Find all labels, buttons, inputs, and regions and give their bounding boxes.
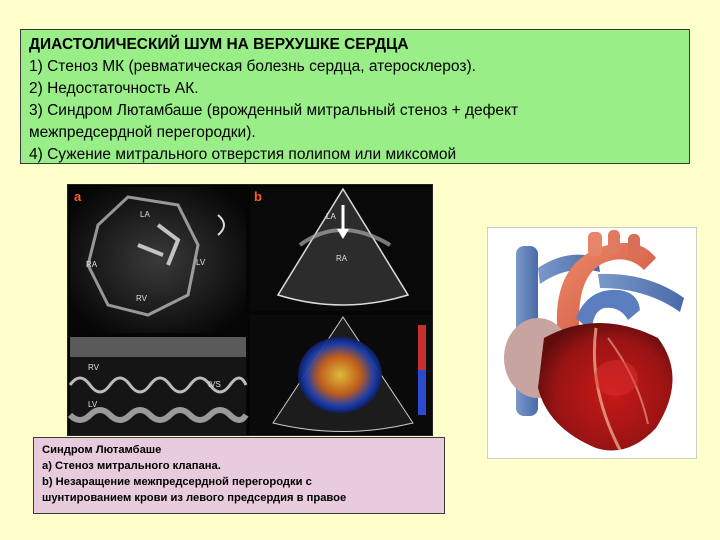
caption-line-b-cont: шунтированием крови из левого предсердия в правое bbox=[42, 492, 347, 504]
caption-title: Синдром Лютамбаше bbox=[42, 444, 162, 456]
header-box bbox=[20, 29, 690, 164]
heart-drawing bbox=[488, 228, 697, 459]
caption-line-a: a) Стеноз митрального клапана. bbox=[42, 460, 221, 472]
header-item-4: 4) Сужение митрального отверстия полипом или миксомой bbox=[29, 146, 457, 163]
label-ra-a: RA bbox=[86, 260, 98, 269]
label-ra-b: RA bbox=[336, 254, 348, 263]
label-ivs-mmode: IVS bbox=[208, 380, 221, 389]
header-item-3: 3) Синдром Лютамбаше (врожденный митральный стеноз + дефект bbox=[29, 102, 519, 119]
panel-a-letter: a bbox=[74, 189, 82, 204]
label-lv-mmode: LV bbox=[88, 400, 98, 409]
label-la-a: LA bbox=[140, 210, 150, 219]
echocardiogram-image bbox=[67, 184, 433, 436]
header-item-2: 2) Недостаточность АК. bbox=[29, 80, 199, 97]
label-la-b: LA bbox=[326, 212, 336, 221]
caption-line-b: b) Незаращение межпредсердной перегородки с bbox=[42, 476, 312, 488]
heart-illustration bbox=[487, 227, 697, 459]
header-item-1: 1) Стеноз МК (ревматическая болезнь сердца, атеросклероз). bbox=[29, 58, 476, 75]
header-item-3-cont: межпредсердной перегородки). bbox=[29, 124, 256, 141]
panel-b-letter: b bbox=[254, 189, 262, 204]
echocardiogram-illustration bbox=[68, 185, 433, 436]
caption-box bbox=[33, 437, 445, 514]
label-rv-a: RV bbox=[136, 294, 147, 303]
label-lv-a: LV bbox=[196, 258, 206, 267]
header-title: ДИАСТОЛИЧЕСКИЙ ШУМ НА ВЕРХУШКЕ СЕРДЦА bbox=[29, 36, 409, 53]
label-rv-mmode: RV bbox=[88, 363, 99, 372]
